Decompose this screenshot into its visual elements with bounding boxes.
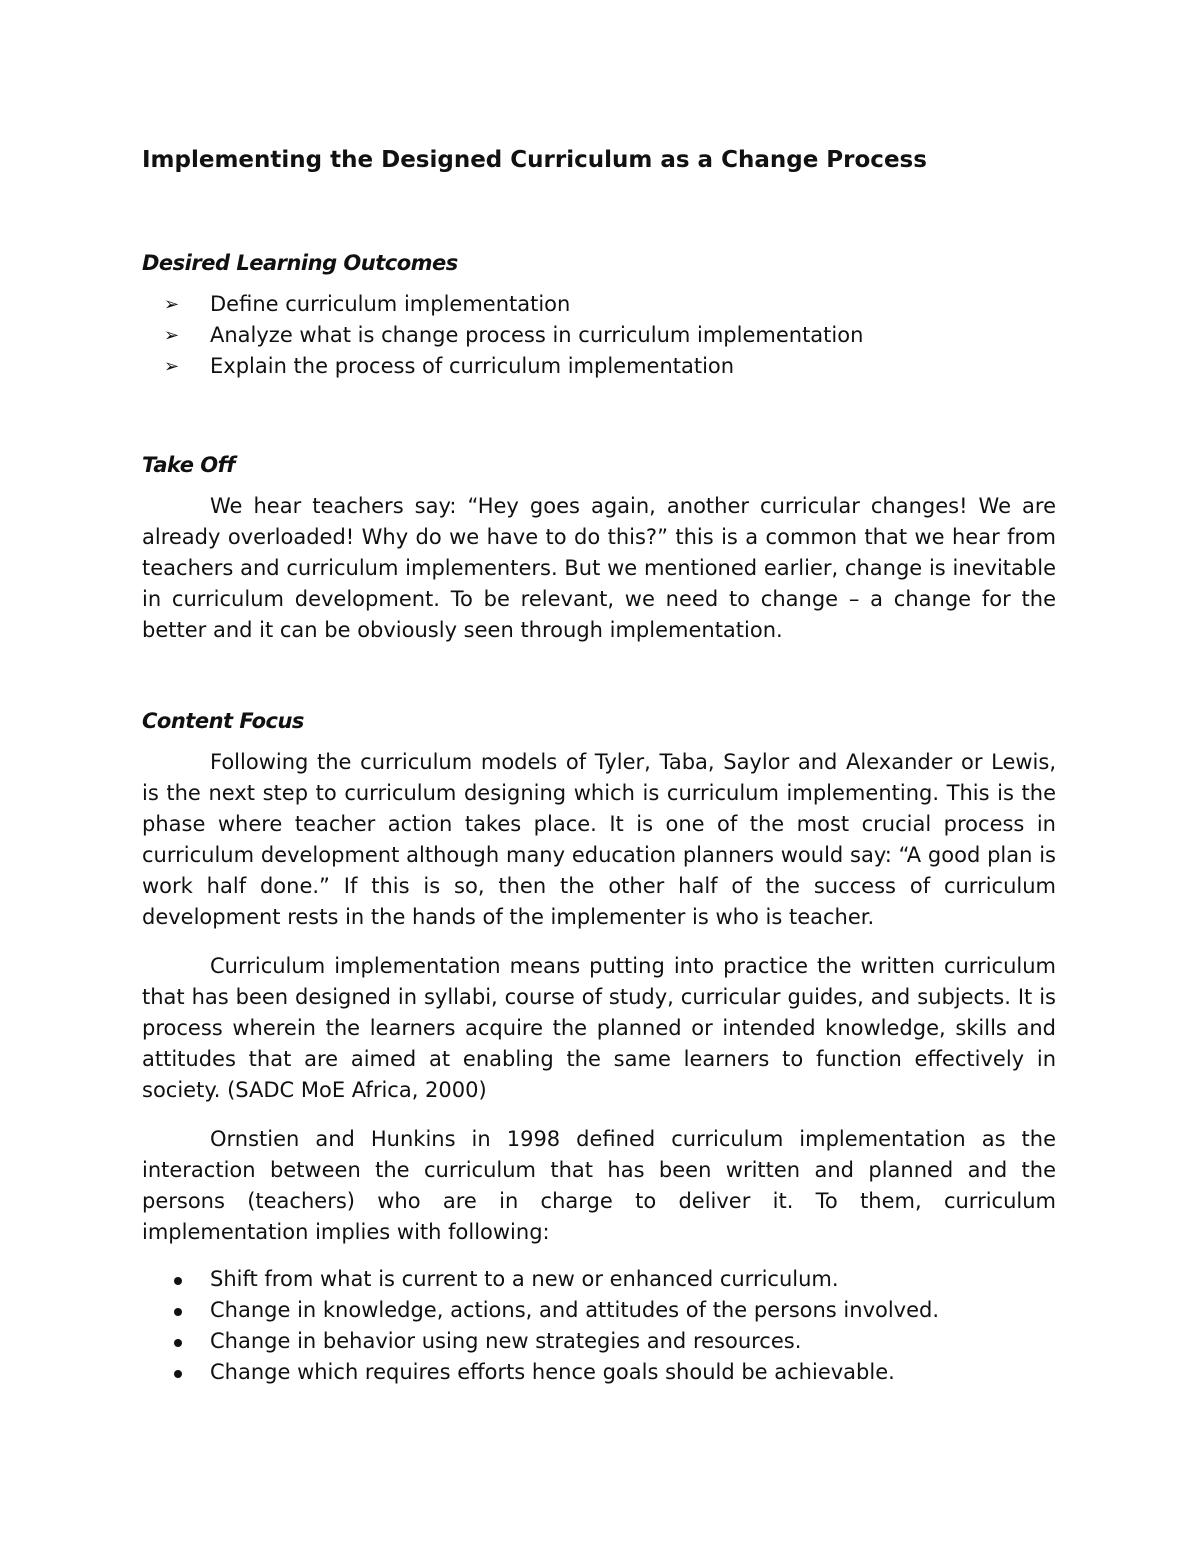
content-focus-paragraph: Ornstien and Hunkins in 1998 defined curriculum implementation as the interaction between the curriculum that has been written and planned and the persons (teachers) who are in charge to deliver it. To them, curriculum implementation implies with following: xyxy=(142,1127,1056,1244)
document-title: Implementing the Designed Curriculum as a Change Process xyxy=(142,147,927,173)
implication-item xyxy=(142,1264,1056,1295)
implication-item xyxy=(142,1357,1056,1388)
outcome-item xyxy=(142,320,1056,351)
implications-list xyxy=(142,1264,1056,1388)
take-off-paragraph: We hear teachers say: “Hey goes again, another curricular changes! We are already overloaded! Why do we have to do this?” this is a common that we hear from teachers and curriculum implementers. But we mentioned earlier, change is inevitable in curriculum development. To be relevant, we need to change – a change for the better and it can be obviously seen through implementation. xyxy=(142,494,1056,642)
content-focus-paragraph: Curriculum implementation means putting into practice the written curriculum that has been designed in syllabi, course of study, curricular guides, and subjects. It is process wherein the learners acquire the planned or intended knowledge, skills and attitudes that are aimed at enabling the same learners to function effectively in society. (SADC MoE Africa, 2000) xyxy=(142,954,1056,1102)
content-focus-heading: Content Focus xyxy=(142,709,304,733)
bullet-dot-icon xyxy=(174,1277,182,1285)
bullet-dot-icon xyxy=(174,1308,182,1316)
implication-text: Change which requires efforts hence goals should be achievable. xyxy=(210,1360,895,1384)
bullet-dot-icon xyxy=(174,1339,182,1347)
outcome-item xyxy=(142,351,1056,382)
implication-item xyxy=(142,1326,1056,1357)
arrow-bullet-icon: ➢ xyxy=(164,294,180,315)
implication-text: Change in behavior using new strategies and resources. xyxy=(210,1329,802,1353)
document-body xyxy=(142,140,1056,1388)
implication-item xyxy=(142,1295,1056,1326)
take-off-heading: Take Off xyxy=(142,453,235,477)
outcome-text: Analyze what is change process in curriculum implementation xyxy=(210,323,864,347)
implication-text: Change in knowledge, actions, and attitudes of the persons involved. xyxy=(210,1298,940,1322)
outcome-text: Explain the process of curriculum implementation xyxy=(210,354,735,378)
outcomes-list xyxy=(142,289,1056,382)
arrow-bullet-icon: ➢ xyxy=(164,325,180,346)
content-focus-paragraph: Following the curriculum models of Tyler, Taba, Saylor and Alexander or Lewis, is the next step to curriculum designing which is curriculum implementing. This is the phase where teacher action takes place. It is one of the most crucial process in curriculum development although many education planners would say: “A good plan is work half done.” If this is so, then the other half of the success of curriculum development rests in the hands of the implementer is who is teacher. xyxy=(142,750,1056,929)
arrow-bullet-icon: ➢ xyxy=(164,356,180,377)
outcomes-heading: Desired Learning Outcomes xyxy=(142,251,458,275)
bullet-dot-icon xyxy=(174,1370,182,1378)
outcome-item xyxy=(142,289,1056,320)
outcome-text: Define curriculum implementation xyxy=(210,292,571,316)
implication-text: Shift from what is current to a new or enhanced curriculum. xyxy=(210,1267,839,1291)
